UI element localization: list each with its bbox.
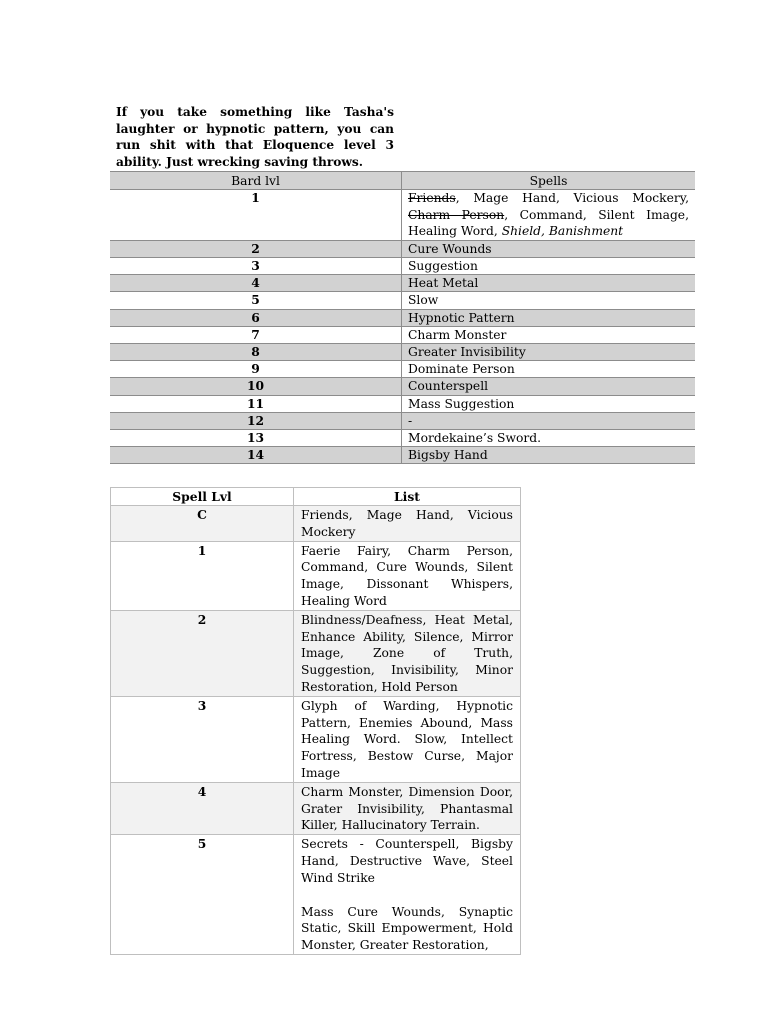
spells-cell: - [402,412,696,429]
spell-level-cell: 5 [111,835,294,955]
header-spells: Spells [402,172,696,190]
header-list: List [294,488,521,506]
spells-cell: Hypnotic Pattern [402,309,696,326]
spell-text: , Mage Hand, Vicious Mockery, [455,191,689,205]
bard-level-cell: 5 [110,292,402,309]
spell-text: , Command, Silent Image, Healing Word, [408,207,689,239]
table-row [110,447,695,464]
bard-level-table [110,171,695,464]
bard-level-cell: 11 [110,395,402,412]
table-row [110,309,695,326]
spells-cell: Cure Wounds [402,240,696,257]
struck-spell: Charm Person [408,207,505,222]
table-header-row [110,172,695,190]
bard-level-cell: 14 [110,447,402,464]
bard-level-cell: 8 [110,344,402,361]
table-row [111,610,521,696]
spells-cell: Bigsby Hand [402,447,696,464]
bard-level-cell: 7 [110,326,402,343]
table-row [110,430,695,447]
table-row [110,395,695,412]
spell-list-part: Secrets - Counterspell, Bigsby Hand, Destructive Wave, Steel Wind Strike [301,837,513,885]
italic-spells: Shield, Banishment [501,224,624,239]
table-row [110,292,695,309]
bard-level-cell: 2 [110,240,402,257]
paragraph-gap [301,887,513,904]
spells-cell: Mass Suggestion [402,395,696,412]
spell-level-cell: C [111,506,294,542]
spell-list-part: Mass Cure Wounds, Synaptic Static, Skill Empowerment, Hold Monster, Greater Restoration, [301,904,513,953]
spells-cell [402,190,696,241]
table-row [110,240,695,257]
spells-cell: Mordekaine’s Sword. [402,430,696,447]
spell-list-cell: Blindness/Deafness, Heat Metal, Enhance Ability, Silence, Mirror Image, Zone of Truth, Suggestion, Invisibility, Minor Restoration, Hold Person [294,610,521,696]
intro-paragraph: If you take something like Tasha's laughter or hypnotic pattern, you can run shit with that Eloquence level 3 ability. Just wrecking saving throws. [116,105,394,169]
table-row [111,696,521,782]
spell-list-cell: Faerie Fairy, Charm Person, Command, Cure Wounds, Silent Image, Dissonant Whispers, Healing Word [294,541,521,610]
bard-level-cell: 4 [110,275,402,292]
spell-list-cell [294,835,521,955]
table-row [111,541,521,610]
bard-level-cell: 10 [110,378,402,395]
header-bard-lvl: Bard lvl [110,172,402,190]
table-row [110,326,695,343]
bard-level-cell: 9 [110,361,402,378]
table-row [111,782,521,834]
spells-cell: Counterspell [402,378,696,395]
struck-spell: Friends [408,191,456,205]
header-spell-lvl: Spell Lvl [111,488,294,506]
spell-list-cell: Charm Monster, Dimension Door, Grater Invisibility, Phantasmal Killer, Hallucinatory Terrain. [294,782,521,834]
spell-level-cell: 1 [111,541,294,610]
spell-list-cell: Glyph of Warding, Hypnotic Pattern, Enemies Abound, Mass Healing Word. Slow, Intellect Fortress, Bestow Curse, Major Image [294,696,521,782]
spell-level-cell: 4 [111,782,294,834]
bard-level-cell: 6 [110,309,402,326]
spell-level-table [110,487,521,955]
spell-list-cell: Friends, Mage Hand, Vicious Mockery [294,506,521,542]
spells-cell: Dominate Person [402,361,696,378]
table-row [110,275,695,292]
spells-cell: Heat Metal [402,275,696,292]
table-row [110,361,695,378]
table-row [110,257,695,274]
spells-cell: Slow [402,292,696,309]
spells-cell: Charm Monster [402,326,696,343]
table-row [110,344,695,361]
table-row [110,378,695,395]
bard-level-cell: 3 [110,257,402,274]
table-row [111,835,521,955]
spell-level-cell: 2 [111,610,294,696]
spell-level-cell: 3 [111,696,294,782]
table-row [110,190,695,241]
table-row [111,506,521,542]
table-header-row [111,488,521,506]
bard-level-cell: 13 [110,430,402,447]
spells-cell: Greater Invisibility [402,344,696,361]
bard-level-cell: 1 [110,190,402,241]
bard-level-cell: 12 [110,412,402,429]
spells-cell: Suggestion [402,257,696,274]
table-row [110,412,695,429]
